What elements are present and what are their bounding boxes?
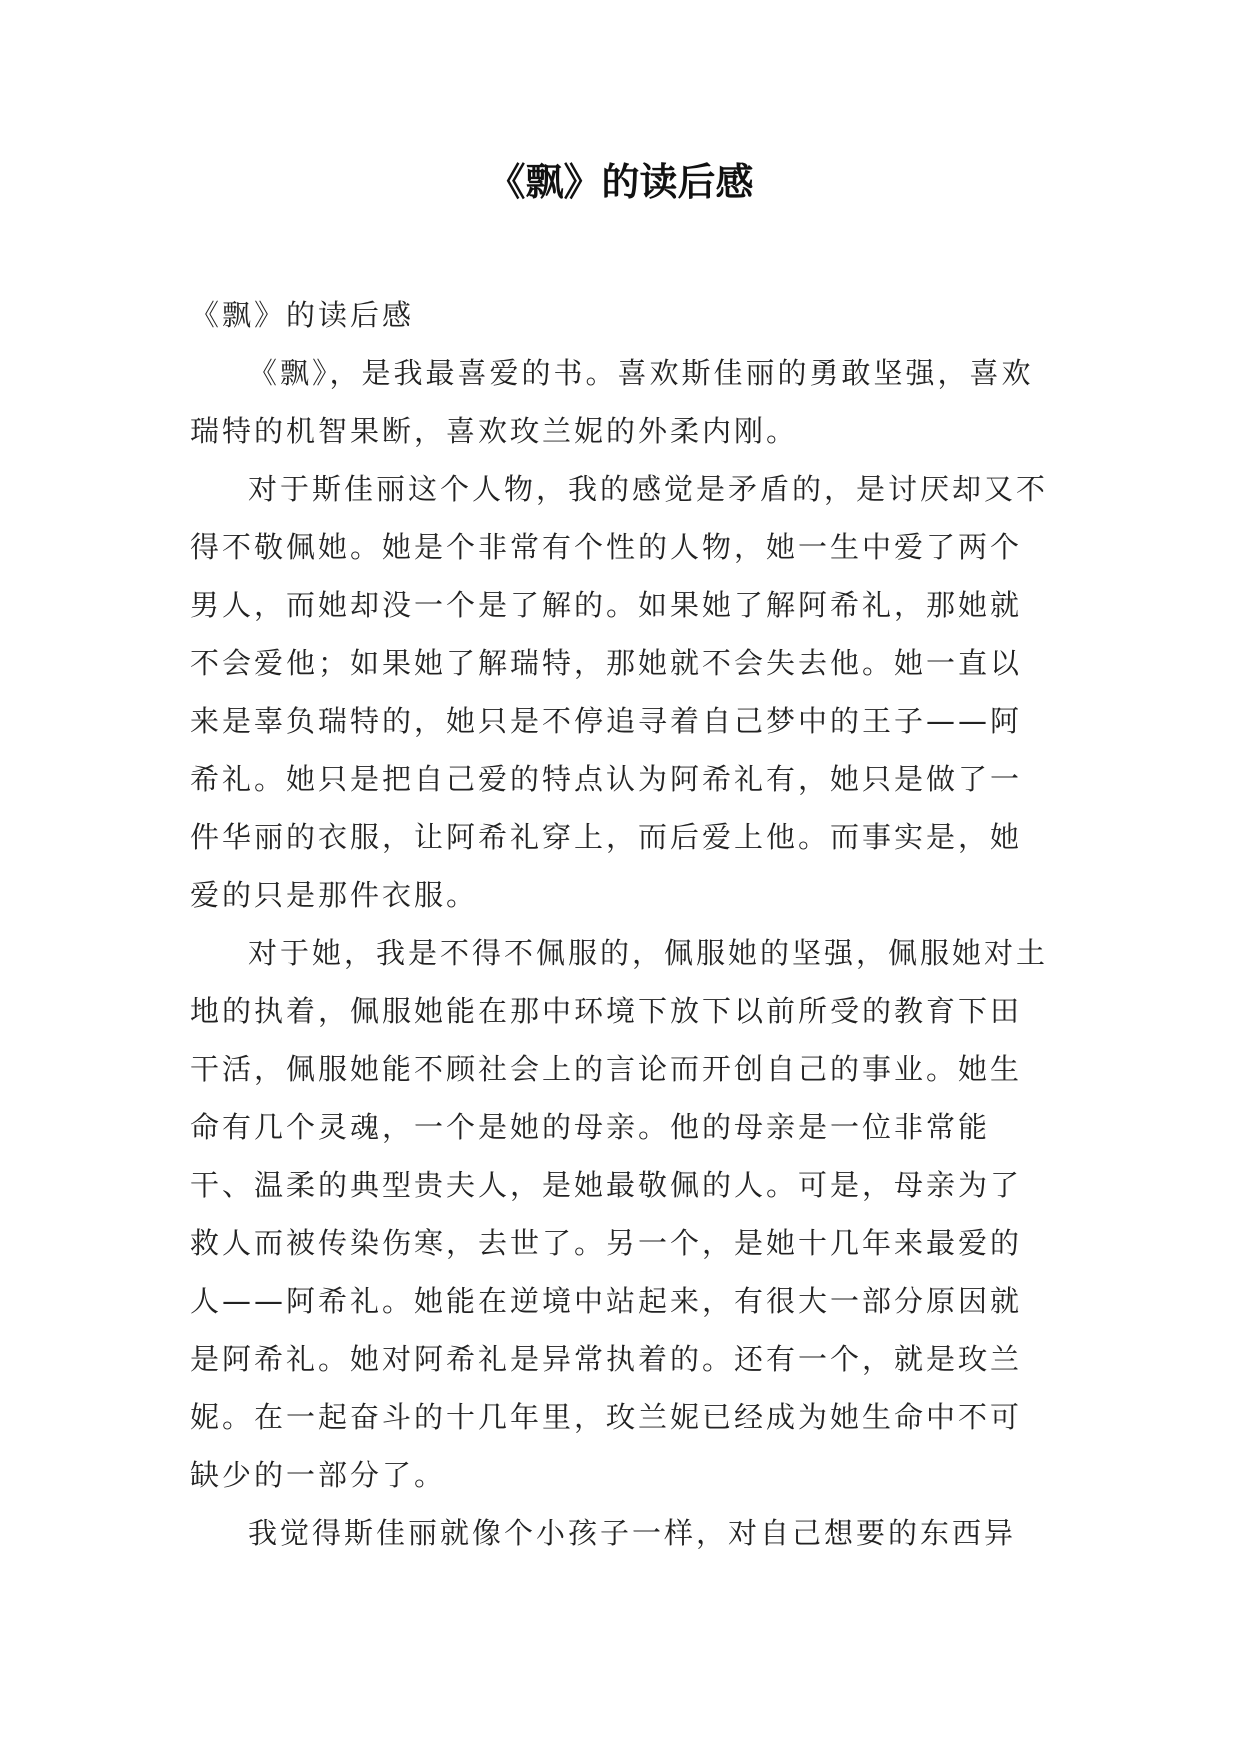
body-paragraph: 《飘》，是我最喜爱的书。喜欢斯佳丽的勇敢坚强，喜欢瑞特的机智果断，喜欢玫兰妮的外柔内刚。 [190, 356, 1034, 448]
document-title: 《飘》的读后感 [487, 160, 754, 204]
body-paragraph: 对于她，我是不得不佩服的，佩服她的坚强，佩服她对土地的执着，佩服她能在那中环境下放下以前所受的教育下田干活，佩服她能不顾社会上的言论而开创自己的事业。她生命有几个灵魂，一个是她的母亲。他的母亲是一位非常能干、温柔的典型贵夫人，是她最敬佩的人。可是，母亲为了救人而被传染伤寒，去世了。另一个，是她十几年来最爱的人——阿希礼。她能在逆境中站起来，有很大一部分原因就是阿希礼。她对阿希礼是异常执着的。还有一个，就是玫兰妮。在一起奋斗的十几年里，玫兰妮已经成为她生命中不可缺少的一部分了。 [190, 936, 1049, 1492]
document-body [190, 286, 1052, 1562]
body-paragraph: 对于斯佳丽这个人物，我的感觉是矛盾的，是讨厌却又不得不敬佩她。她是个非常有个性的人物，她一生中爱了两个男人，而她却没一个是了解的。如果她了解阿希礼，那她就不会爱他；如果她了解瑞特，那她就不会失去他。她一直以来是辜负瑞特的，她只是不停追寻着自己梦中的王子——阿希礼。她只是把自己爱的特点认为阿希礼有，她只是做了一件华丽的衣服，让阿希礼穿上，而后爱上他。而事实是，她爱的只是那件衣服。 [190, 472, 1049, 912]
subtitle-paragraph: 《飘》的读后感 [190, 298, 415, 332]
body-paragraph: 我觉得斯佳丽就像个小孩子一样，对自己想要的东西异 [248, 1516, 1017, 1550]
